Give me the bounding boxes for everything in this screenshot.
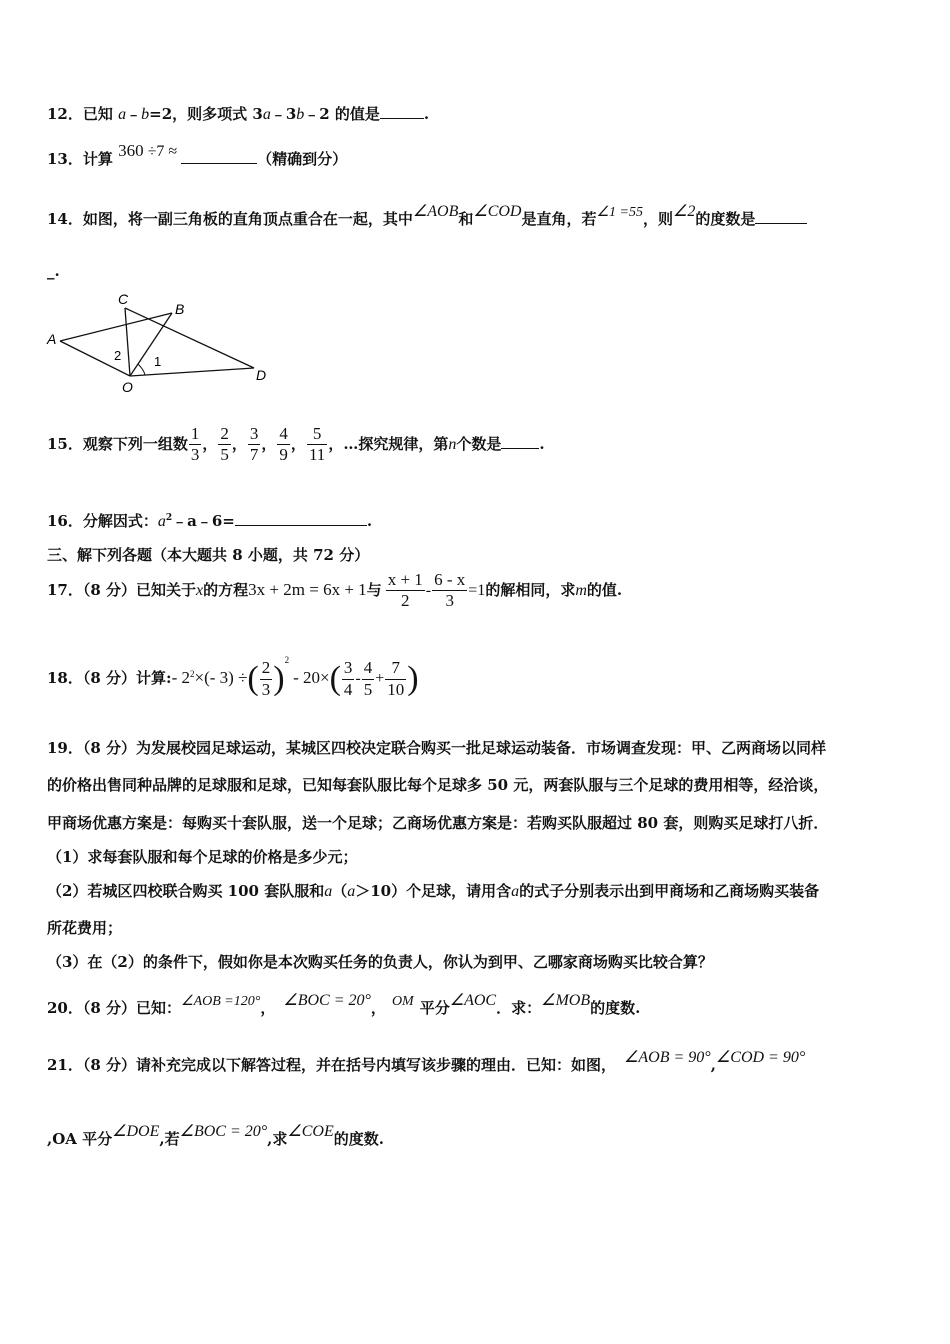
question-16 bbox=[47, 510, 372, 531]
q18-op2: - bbox=[355, 670, 361, 687]
label-angle-1: 1 bbox=[154, 354, 162, 369]
segment-oc bbox=[125, 308, 130, 376]
q21-l2-b: ,若 bbox=[159, 1130, 180, 1148]
q12-prefix: 12．已知 bbox=[47, 105, 119, 123]
q16-answer-blank[interactable] bbox=[235, 511, 367, 526]
q15-sep: ， bbox=[290, 434, 306, 453]
section-3-title: 三、解下列各题（本大题共 8 小题，共 72 分） bbox=[47, 546, 370, 564]
q19-s3: （3）在（2）的条件下，假如你是本次购买任务的负责人，你认为到甲、乙哪家商场购买比较合算？ bbox=[47, 953, 713, 971]
label-o: O bbox=[122, 379, 133, 395]
q17-mid2: 的解相同，求 bbox=[485, 580, 576, 599]
q20-comma-2: ， bbox=[370, 999, 386, 1017]
q17-minus: - bbox=[425, 581, 432, 599]
q14-angle-aob: ∠AOB bbox=[412, 203, 459, 220]
q19-s1: （1）求每套队服和每个足球的价格是多少元； bbox=[47, 848, 358, 866]
question-19-line-2 bbox=[47, 774, 828, 795]
q12-mid: ，则多项式 3 bbox=[172, 105, 263, 123]
q13-operation: ÷7 ≈ bbox=[143, 143, 178, 160]
q12-var-a: a bbox=[118, 106, 127, 123]
q15-end: . bbox=[539, 434, 545, 453]
figure-14-triangles bbox=[44, 288, 284, 398]
q17-var-x: x bbox=[196, 581, 204, 599]
q18-exp2: 2 bbox=[284, 655, 290, 665]
q19-var-a2: a bbox=[347, 883, 356, 900]
q20-prefix: 20．（8 分）已知： bbox=[47, 999, 182, 1017]
q17-var-m: m bbox=[575, 581, 587, 599]
q18-fraction-3: $\frac{4}{5}$ bbox=[363, 658, 373, 699]
segment-od bbox=[130, 368, 254, 376]
q15-prefix: 15．观察下列一组数 bbox=[47, 434, 188, 453]
q16-var-a: a bbox=[157, 513, 166, 530]
q15-sep: ， bbox=[202, 434, 218, 453]
question-19-sub-2 bbox=[47, 880, 819, 901]
q15-sep: ， bbox=[261, 434, 277, 453]
q19-var-a3: a bbox=[511, 883, 520, 900]
q19-l3: 甲商场优惠方案是：每购买十套队服，送一个足球；乙商场优惠方案是：若购买队服超过 80 套，则购买足球打八折． bbox=[47, 814, 829, 832]
segment-ab bbox=[60, 313, 172, 341]
question-19-sub-1 bbox=[47, 846, 357, 867]
q20-c5: ∠MOB bbox=[541, 992, 591, 1009]
question-19-line-3 bbox=[47, 812, 828, 833]
q21-c4: ∠BOC = 20° bbox=[179, 1123, 268, 1140]
q19-s2-c: ＞10）个足球，请用含 bbox=[355, 882, 512, 900]
q12-var-a2: a bbox=[262, 106, 271, 123]
q20-end: 的度数. bbox=[590, 999, 641, 1017]
q20-comma-1: ， bbox=[260, 999, 276, 1017]
q20-ask: ．求： bbox=[496, 999, 542, 1017]
q20-bisect: 平分 bbox=[419, 999, 450, 1017]
question-14 bbox=[47, 203, 807, 229]
q21-c2: ∠COD = 90° bbox=[715, 1049, 806, 1066]
q18-fraction-4: $\frac{7}{10}$ bbox=[387, 658, 405, 699]
q16-prefix: 16．分解因式： bbox=[47, 512, 158, 530]
q18-part1: - 2 bbox=[171, 668, 190, 687]
q12-var-b2: b bbox=[296, 106, 305, 123]
q18-fraction-2: $\frac{3}{4}$ bbox=[343, 658, 353, 699]
question-19-sub-2-cont bbox=[47, 917, 122, 938]
q18-prefix: 18．（8 分）计算: bbox=[47, 669, 172, 687]
q15-sep: ， bbox=[231, 434, 247, 453]
q15-answer-blank[interactable] bbox=[501, 434, 539, 449]
q13-answer-blank[interactable] bbox=[181, 149, 257, 164]
q12-mid2: ﹣3 bbox=[270, 105, 297, 123]
q14-end: 的度数是 bbox=[695, 210, 756, 228]
q18-paren-close-1: ) bbox=[273, 660, 285, 697]
q19-l1: 19．（8 分）为发展校园足球运动，某城区四校决定联合购买一批足球运动装备．市场调查发现：甲、乙两商场以同样 bbox=[47, 739, 827, 757]
q21-c3: ∠DOE bbox=[112, 1123, 160, 1140]
segment-cd bbox=[125, 308, 254, 368]
question-17 bbox=[47, 570, 622, 612]
q17-mid: 的方程 bbox=[203, 580, 249, 599]
q14-mid: 是直角，若 bbox=[521, 210, 597, 228]
question-13 bbox=[47, 141, 348, 169]
q15-fraction-2: $\frac{2}{5}$ bbox=[220, 424, 229, 465]
q12-mid3: ﹣2 的值是 bbox=[304, 105, 380, 123]
q19-s2-d: 的式子分别表示出到甲商场和乙商场购买装备 bbox=[519, 882, 820, 900]
angle-1-arc bbox=[138, 364, 145, 375]
q17-with: 与 bbox=[366, 580, 382, 599]
q15-mid2: 个数是 bbox=[456, 434, 502, 453]
question-15 bbox=[47, 424, 545, 466]
q21-l2-c: ,求 bbox=[267, 1130, 288, 1148]
question-18 bbox=[47, 655, 419, 700]
q21-l2-a: ,OA 平分 bbox=[47, 1130, 113, 1148]
q18-part2: ×(- 3) ÷ bbox=[194, 668, 248, 687]
q14-angle-2: ∠2 bbox=[673, 203, 696, 220]
q16-exponent: 2 bbox=[165, 513, 173, 523]
q15-fraction-3: $\frac{3}{7}$ bbox=[249, 424, 259, 465]
q14-cont: _. bbox=[47, 262, 60, 280]
q17-prefix: 17．（8 分）已知关于 bbox=[47, 580, 197, 599]
q12-minus: ﹣ bbox=[126, 105, 142, 123]
q21-end: 的度数. bbox=[333, 1130, 384, 1148]
q20-c4: ∠AOC bbox=[449, 992, 497, 1009]
q15-fraction-4: $\frac{4}{9}$ bbox=[279, 424, 288, 465]
q19-l2: 的价格出售同种品牌的足球服和足球，已知每套队服比每个足球多 50 元，两套队服与三个足球的费用相等，经洽谈， bbox=[47, 776, 829, 794]
label-a: A bbox=[47, 331, 57, 347]
q17-fraction-1: $\frac{x + 1}{2}$ bbox=[387, 570, 423, 611]
q20-c2: ∠BOC = 20° bbox=[283, 992, 371, 1009]
q18-fraction-1: $\frac{2}{3}$ bbox=[261, 658, 271, 699]
q13-number: 360 bbox=[118, 141, 144, 160]
question-19-sub-3 bbox=[47, 951, 713, 972]
q17-rhs: =1 bbox=[468, 581, 486, 599]
question-12 bbox=[47, 103, 429, 124]
label-angle-2: 2 bbox=[114, 348, 122, 363]
question-21 bbox=[47, 1049, 806, 1075]
q12-eq: =2 bbox=[149, 105, 173, 123]
q18-paren-open-2: ( bbox=[329, 660, 341, 697]
q17-fraction-2: $\frac{6 - x}{3}$ bbox=[434, 570, 466, 611]
q16-end: . bbox=[366, 512, 373, 530]
q19-s2-a: （2）若城区四校联合购买 100 套队服和 bbox=[47, 882, 325, 900]
section-3-heading bbox=[47, 544, 369, 565]
q20-c1: ∠AOB =120° bbox=[181, 994, 261, 1009]
label-b: B bbox=[175, 301, 185, 317]
q21-c1: ∠AOB = 90° bbox=[624, 1049, 711, 1066]
question-21-line-2 bbox=[47, 1123, 384, 1149]
q19-s2-b: （ bbox=[332, 882, 348, 900]
q17-end: 的值. bbox=[586, 580, 623, 599]
q14-mid2: ，则 bbox=[643, 210, 674, 228]
question-14-continuation bbox=[47, 262, 60, 280]
q15-fraction-1: $\frac{1}{3}$ bbox=[190, 424, 200, 465]
q18-part3: - 20× bbox=[293, 668, 330, 687]
q12-var-b: b bbox=[141, 106, 150, 123]
label-d: D bbox=[256, 367, 267, 383]
q19-var-a: a bbox=[324, 883, 333, 900]
q13-end: （精确到分） bbox=[257, 150, 348, 168]
q21-prefix: 21．（8 分）请补充完成以下解答过程，并在括号内填写该步骤的理由．已知：如图， bbox=[47, 1056, 617, 1074]
q12-end: . bbox=[423, 105, 430, 123]
q15-fraction-5: $\frac{5}{11}$ bbox=[308, 424, 326, 465]
q14-and: 和 bbox=[458, 210, 474, 228]
q12-answer-blank[interactable] bbox=[380, 104, 424, 119]
q14-prefix: 14．如图，将一副三角板的直角顶点重合在一起，其中 bbox=[47, 210, 413, 228]
question-19-line-1 bbox=[47, 737, 826, 758]
q16-expr: ﹣a﹣6= bbox=[172, 512, 235, 530]
q14-given: ∠1 =55 bbox=[596, 205, 643, 220]
q19-s2-l2: 所花费用； bbox=[47, 919, 123, 937]
q18-op3: + bbox=[375, 670, 385, 687]
q18-paren-close-2: ) bbox=[407, 660, 419, 697]
label-c: C bbox=[118, 291, 129, 307]
q17-equation-1: 3x + 2m = 6x + 1 bbox=[248, 579, 367, 599]
q14-angle-cod: ∠COD bbox=[473, 203, 522, 220]
q21-comma: , bbox=[710, 1056, 716, 1074]
q21-c5: ∠COE bbox=[287, 1123, 334, 1140]
q14-answer-blank[interactable] bbox=[755, 209, 807, 224]
question-20 bbox=[47, 992, 641, 1018]
q18-exp1: 2 bbox=[190, 669, 195, 679]
q13-prefix: 13．计算 bbox=[47, 150, 119, 168]
q15-var-n: n bbox=[448, 435, 457, 453]
q18-paren-open-1: ( bbox=[247, 660, 259, 697]
q20-c3: OM bbox=[391, 994, 414, 1009]
q15-mid: ，…探究规律，第 bbox=[328, 434, 449, 453]
